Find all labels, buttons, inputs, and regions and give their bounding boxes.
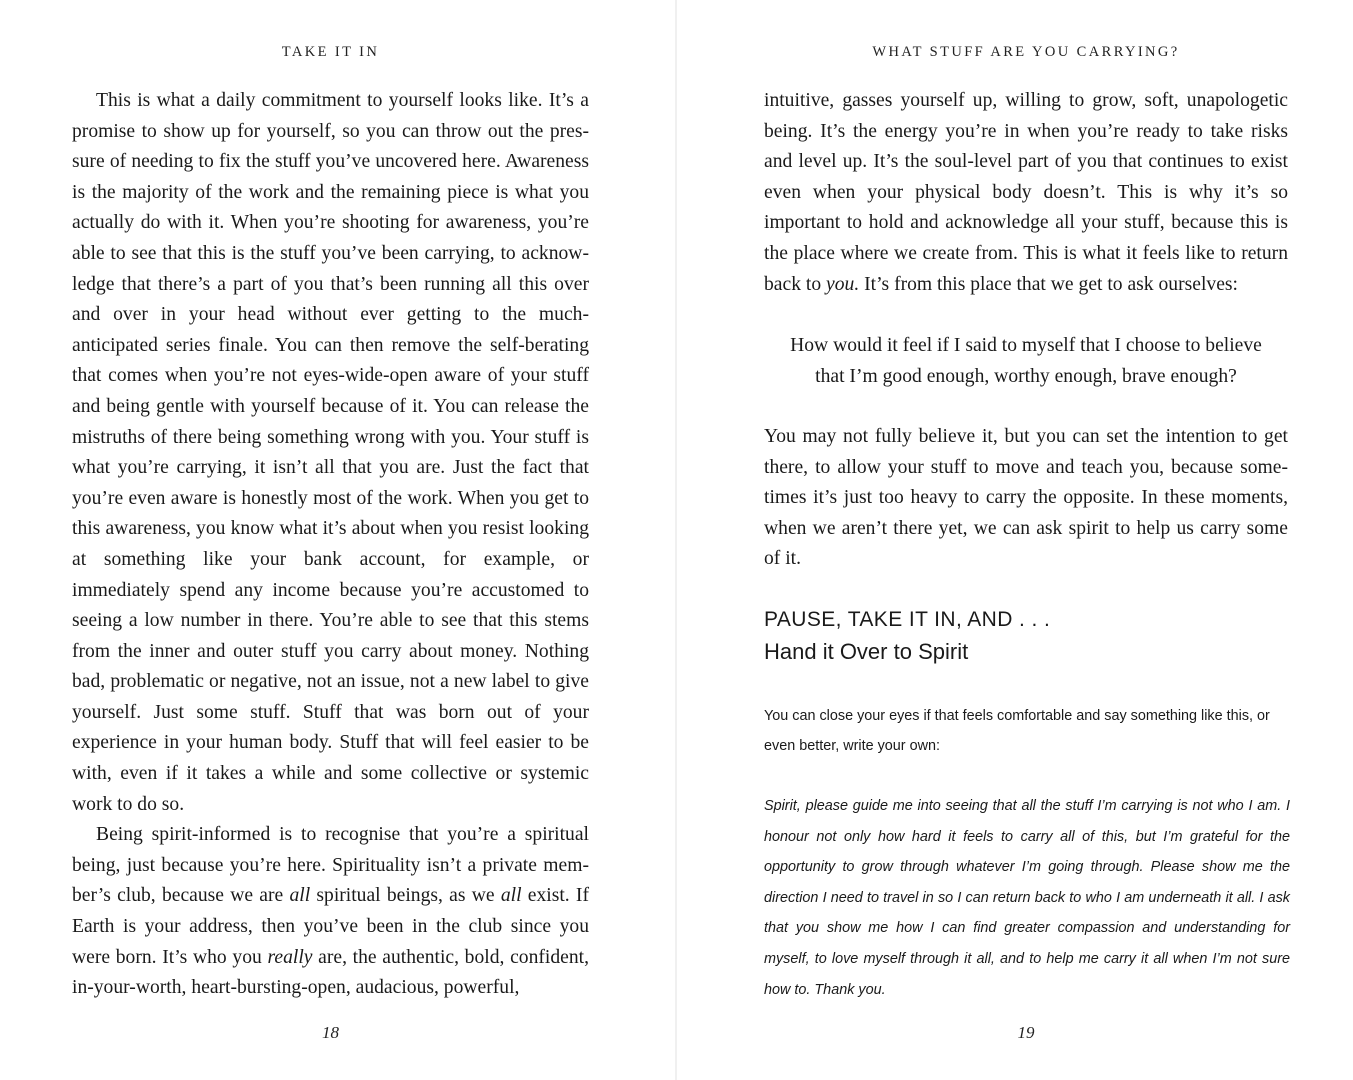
left-body-text (72, 86, 589, 1004)
text-run: exist. If Earth is your address, then you’ve been in the club since you were born. It’s who you (72, 885, 589, 968)
running-head: TAKE IT IN (281, 44, 380, 60)
page-number: 18 (322, 1023, 339, 1042)
prayer-text: Spirit, please guide me into seeing that all the stuff I’m carrying is not who I am. I honour not only how hard it feels to carry all of this, but I’m grateful for the opportunity to grow through whatever I’m going through. Please show me the direction I need to travel in so I can return back to who I am underneath it all. I ask that you show me how I can find greater compassion and understanding for myself, to love myself through it all, and to help me carry it all when I’m not sure how to. Thank you. (764, 798, 1290, 998)
running-head: WHAT STUFF ARE YOU CARRYING? (872, 44, 1180, 60)
emphasis: all (500, 885, 522, 907)
quote-line: How would it feel if I said to myself that I choose to believe (790, 335, 1262, 356)
emphasis: all (289, 885, 311, 907)
emphasis: you. (826, 273, 860, 295)
paragraph: You may not fully believe it, but you can set the intention to get there, to allow your stuff to move and teach you, because sometimes it’s just too heavy to carry the opposite. In these moments, when we aren’t there yet, we can ask spirit to help us carry some of it. (764, 426, 1288, 570)
right-page (676, 0, 1353, 1080)
paragraph (72, 820, 589, 1004)
section-subtitle: Hand it Over to Spirit (764, 639, 969, 664)
section-kicker: PAUSE, TAKE IT IN, AND . . . (764, 608, 1051, 631)
text-run: spiritual beings, as we (310, 885, 501, 907)
text-run: Being spirit-informed is to recognise that you’re a spiritual being, just because you’re here. Spirituality isn’t a private member’s club, because we are (72, 824, 589, 907)
block-quote (764, 330, 1288, 392)
paragraph (764, 86, 1288, 300)
text-run: are, the authentic, bold, confident, in-your-worth, heart-bursting-open, audacious, powerful, (72, 946, 589, 999)
emphasis: really (267, 946, 313, 968)
section-heading (764, 604, 1288, 668)
text-run: It’s from this place that we get to ask ourselves: (859, 273, 1238, 295)
quote-line: that I’m good enough, worthy enough, brave enough? (815, 366, 1237, 387)
right-body-text-2 (764, 422, 1288, 575)
paragraph: This is what a daily commitment to yourself looks like. It’s a promise to show up for yourself, so you can throw out the pressure of needing to fix the stuff you’ve uncovered here. Awareness is the majority of the work and the remaining piece is what you actually do with it. When you’re shooting for awareness, you’re able to see that this is the stuff you’ve been carrying, to acknowledge that there’s a part of you that’s been running all this over and over in your head without ever getting to the much-anticipated series finale. You can then remove the self-berating that comes when you’re not eyes-wide-open aware of your stuff and being gentle with yourself because of it. You can release the mistruths of there being something wrong with you. Your stuff is what you’re carrying, it isn’t all that you are. Just the fact that you’re even aware is honestly most of the work. When you get to this awareness, you know what it’s about when you resist looking at something like your bank account, for example, or immediately spend any income because you’re accustomed to seeing a low number in there. You’re able to see that this stems from the inner and outer stuff you carry about money. Nothing bad, problematic or negative, not an issue, not a new label to give yourself. Just some stuff. Stuff that was born out of your experience in your human body. Stuff that will feel easier to be with, even if it takes a while and some collective or systemic work to do so. (72, 90, 589, 815)
instructions-text: You can close your eyes if that feels comfortable and say something like this, or even better, write your own: (764, 708, 1270, 755)
right-body-text (764, 86, 1288, 300)
page-number: 19 (1017, 1023, 1035, 1042)
left-page (0, 0, 676, 1080)
text-run: intuitive, gasses yourself up, willing to grow, soft, unapologetic being. It’s the energy you’re in when you’re ready to take risks and level up. It’s the soul-level part of you that continues to exist even when your physical body doesn’t. This is why it’s so important to hold and acknowledge all your stuff, because this is the place where we create from. This is what it feels like to return back to (764, 90, 1288, 295)
